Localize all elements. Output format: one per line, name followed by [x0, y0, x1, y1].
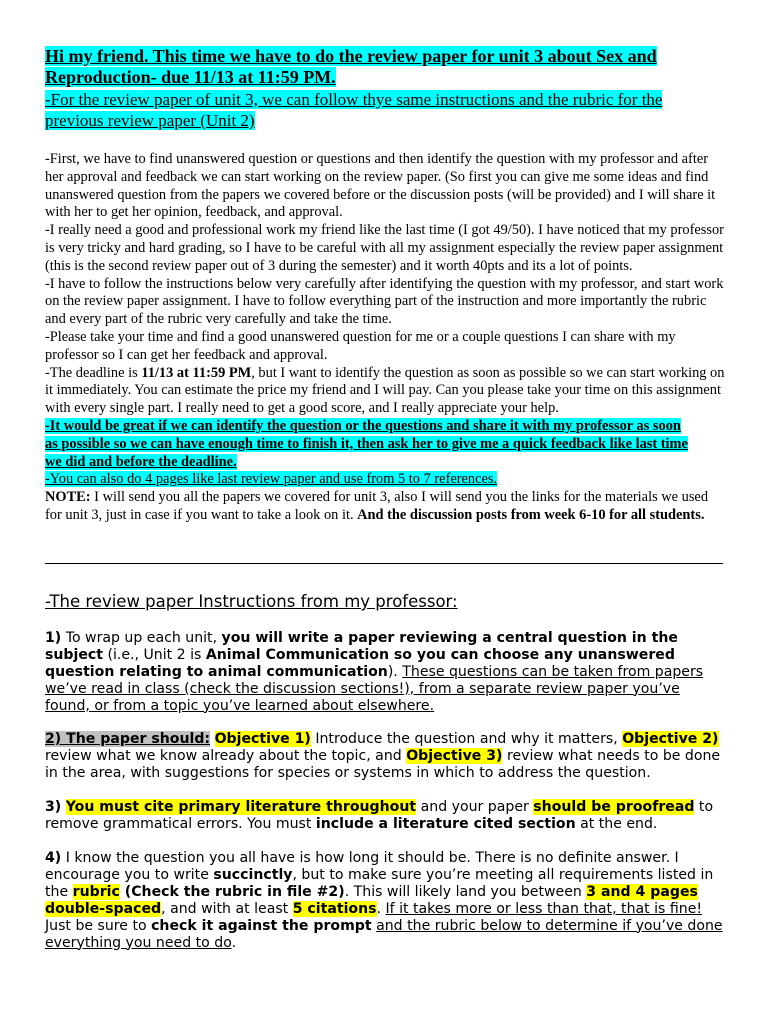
- instructions-heading: -The review paper Instructions from my professor:: [45, 592, 458, 611]
- note-label: NOTE:: [45, 489, 91, 506]
- paragraph-pages-references: -You can also do 4 pages like last review paper and use from 5 to 7 references.: [45, 471, 498, 488]
- paragraph-take-time: -Please take your time and find a good unanswered question for me or a couple questions I can share with my professor so I can get her feedback and approval.: [45, 328, 676, 363]
- deadline-text: 11/13 at 11:59 PM: [141, 364, 252, 381]
- divider-line: [45, 563, 723, 564]
- instruction-4: 4) I know the question you all have is how long it should be. There is no definite answer. I encourage you to write succinctly, but to make sure you’re meeting all requirements listed in the rubric (Check the rubric in file #2). This will likely land you between 3 and 4 pages double-spaced, and with at least 5 citations. If it takes more or less than that, that is fine! Just be sure to check it against the prompt and the rubric below to determine if you’ve done everything you need to do.: [45, 850, 723, 951]
- paper-should-label: 2) The paper should:: [45, 731, 211, 747]
- instruction-3: 3) You must cite primary literature throughout and your paper should be proofread to remove grammatical errors. You must include a literature cited section at the end.: [45, 799, 714, 832]
- request-body: [45, 151, 725, 525]
- instruction-2: 2) The paper should: Objective 1) Introduce the question and why it matters, Objective 2) review what we know already about the topic, and Objective 3) review what needs to be done in the area, with suggestions for species or systems in which to address the question.: [45, 731, 721, 781]
- objective-3-badge: Objective 3): [406, 747, 503, 764]
- paragraph-share-question: -It would be great if we can identify the question or the questions and share it with my professor as soon as possible so we can have enough time to finish it, then ask her to give me a quick feedback like last time we did and before the deadline.: [45, 417, 688, 470]
- instruction-1: 1) To wrap up each unit, you will write a paper reviewing a central question in the subject (i.e., Unit 2 is Animal Communication so you can choose any unanswered question relating to animal communication). These questions can be taken from papers we’ve read in class (check the discussion sections!), from a separate review paper you’ve found, or from a topic you’ve learned about elsewhere.: [45, 630, 704, 714]
- paragraph-note: NOTE: I will send you all the papers we covered for unit 3, also I will send you the links for the materials we used for unit 3, just in case if you want to take a look on it. And the discussion posts from week 6-10 for all students.: [45, 489, 709, 523]
- paragraph-quality: -I really need a good and professional work my friend like the last time (I got 49/50). I have noticed that my professor is very tricky and hard grading, so I have to be careful with all my assignment especially the review paper assignment (this is the second review paper out of 3 during the semester) and it worth 40pts and its a lot of points.: [45, 222, 724, 274]
- paragraph-deadline: -The deadline is 11/13 at 11:59 PM, but I want to identify the question as soon as possible so we can start working on it immediately. You can estimate the price my friend and I will pay. Can you please take your time on this assignment with every single part. I really need to get a good score, and I really appreciate your help.: [45, 364, 725, 417]
- paragraph-find-question: -First, we have to find unanswered question or questions and then identify the question with my professor and after her approval and feedback we can start working on the review paper. (So first you can give me some ideas and find unanswered question from the papers we covered before or the discussion posts (will be provided) and I will share it with her to get her opinion, feedback, and approval.: [45, 151, 716, 221]
- objective-1-badge: Objective 1): [214, 731, 311, 747]
- subtitle-line-2: previous review paper (Unit 2): [45, 111, 255, 130]
- document-subtitle: [45, 89, 725, 131]
- title-line-2: Reproduction- due 11/13 at 11:59 PM.: [45, 67, 336, 87]
- objective-2-badge: Objective 2): [622, 731, 719, 747]
- paragraph-follow-instructions: -I have to follow the instructions below very carefully after identifying the question with my professor, and start work on the review paper assignment. I have to follow everything part of the instruction and more importantly the rubric and every part of the rubric very carefully and take the time.: [45, 275, 724, 328]
- title-line-1: Hi my friend. This time we have to do the review paper for unit 3 about Sex and: [45, 46, 657, 66]
- document-title: [45, 46, 725, 88]
- subtitle-line-1: -For the review paper of unit 3, we can follow thye same instructions and the rubric for the: [45, 90, 663, 109]
